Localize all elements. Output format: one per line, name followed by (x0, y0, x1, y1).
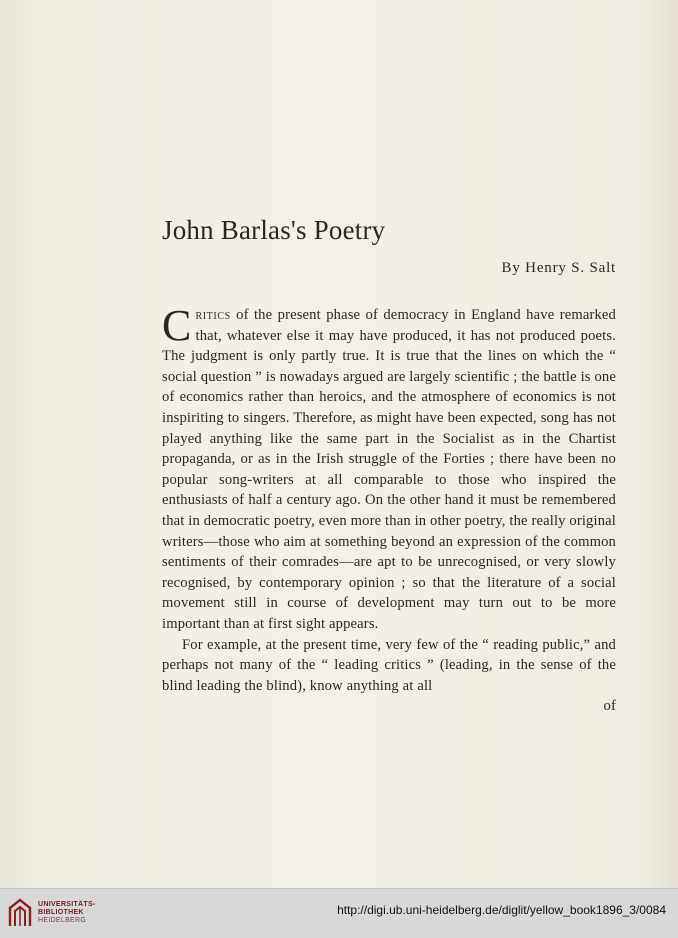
library-name-line1: UNIVERSITÄTS- (38, 901, 96, 908)
paragraph-2: For example, at the present time, very few of the “ reading public,” and perhaps not many of the “ leading critics ” (leading, in the sense of the blind leading the blind), know anything at all (162, 636, 616, 694)
paragraph-1 (162, 301, 616, 635)
article-body (162, 301, 616, 717)
permalink-url[interactable]: http://digi.ub.uni-heidelberg.de/diglit/yellow_book1896_3/0084 (337, 903, 666, 917)
paragraph-1-text: of the present phase of democracy in England have remarked that, whatever else it may have produced, it has not produced poets. The judgment is only partly true. It is true that the lines on which the “ social question ” is nowadays argued are largely scientific ; the battle is one of economics rather than heroics, and the atmosphere of economics is not inspiriting to singers. Therefore, as might have been expected, song has not played anything like the same part in the Socialist as in the Chartist propaganda, or as in the Irish struggle of the Forties ; there have been no popular song-writers at all comparable to those who inspired the enthusiasts of half a century ago. On the other hand it must be remembered that in democratic poetry, even more than in other poetry, the really original writers—those who aim at something beyond an expression of the common sentiments of their comrades—are apt to be unrecognised, or very slowly recognised, by contemporary opinion ; so that the literature of a social movement still in course of development may turn out to be more important than at first sight appears. (162, 307, 616, 632)
opening-smallcaps: ritics (195, 307, 231, 323)
article-title: John Barlas's Poetry (162, 215, 386, 245)
library-logo-text (38, 901, 96, 925)
viewer-footer (0, 888, 678, 938)
drop-cap: C (162, 301, 192, 350)
show-through-text (300, 60, 580, 100)
library-city: HEIDELBERG (38, 917, 87, 924)
library-name-line2: BIBLIOTHEK (38, 909, 84, 916)
article-byline: By Henry S. Salt (501, 260, 616, 276)
library-logo-icon (7, 896, 33, 930)
catchword: of (603, 698, 616, 715)
